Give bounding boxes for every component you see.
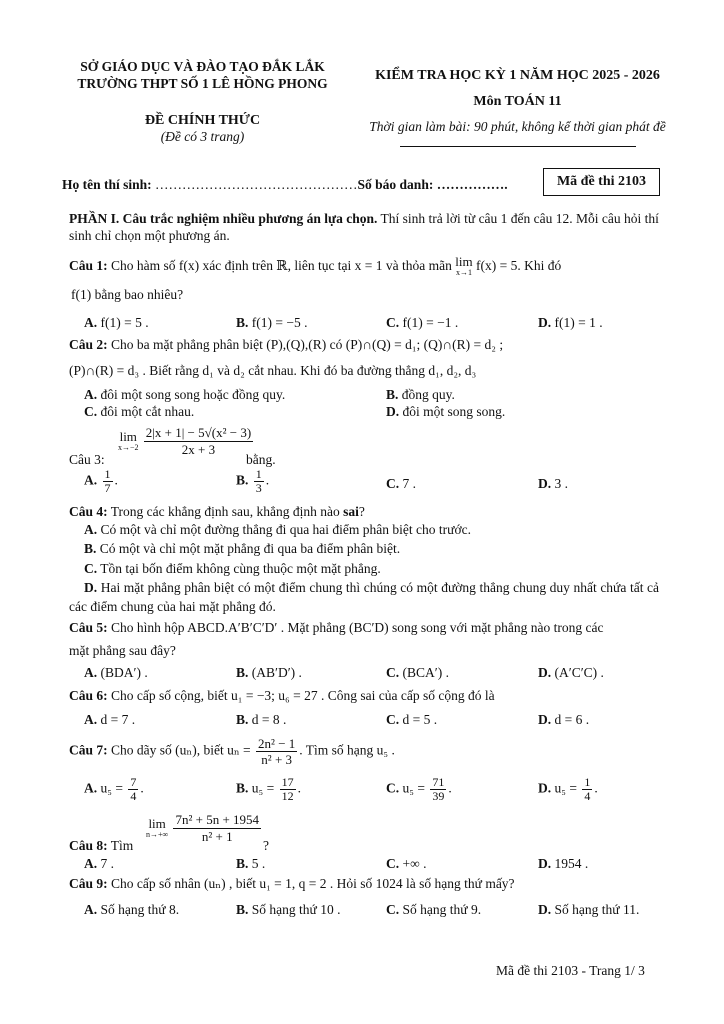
q9-stem: Câu 9: Cho cấp số nhân (uₙ) , biết u₁ = 1, q = 2 . Hỏi số 1024 là số hạng thứ mấy? bbox=[69, 876, 515, 891]
part1-title: PHẦN I. Câu trắc nghiệm nhiều phương án lựa chọn. bbox=[69, 211, 378, 226]
q9-option-c[interactable]: C. Số hạng thứ 9. bbox=[386, 902, 482, 917]
q3-option-a[interactable]: A. $\frac{1}{7}$ . bbox=[84, 467, 118, 495]
q3-tail: bằng. bbox=[246, 452, 276, 467]
q3-option-c[interactable]: C. 7 . bbox=[386, 476, 416, 491]
q6-option-d[interactable]: D. d = 6 . bbox=[538, 712, 590, 727]
q8-option-d[interactable]: D. 1954 . bbox=[538, 856, 589, 871]
q8-expression: lim n→+∞ $\frac{\text{7n² + 5n + 1954}}{\text{n² + 1}}$ bbox=[146, 812, 260, 844]
q7-stem: Câu 7: Cho dãy số (uₙ), biết uₙ = $\frac{\text{2n² − 1}}{\text{n² + 3}}$ . Tìm số hạng u₅ . bbox=[69, 736, 395, 767]
candidate-line bbox=[62, 177, 508, 193]
q9-option-a[interactable]: A. Số hạng thứ 8. bbox=[84, 902, 180, 917]
sbd-blank[interactable]: ……………. bbox=[436, 177, 508, 192]
q3-label: Câu 3: bbox=[69, 452, 105, 467]
q1-stem bbox=[69, 256, 561, 278]
q2-stem: Câu 2: Cho ba mặt phẳng phân biệt (P),(Q),(R) có (P)∩(Q) = d₁; (Q)∩(R) = d₂ ; bbox=[69, 337, 504, 352]
q2-option-a[interactable]: A. đôi một song song hoặc đồng quy. bbox=[84, 387, 286, 402]
q5-option-b[interactable]: B. (AB′D′) . bbox=[236, 665, 302, 680]
q4-option-a[interactable]: A. Có một và chỉ một đường thẳng đi qua hai điểm phân biệt cho trước. bbox=[84, 522, 471, 537]
q9-option-b[interactable]: B. Số hạng thứ 10 . bbox=[236, 902, 341, 917]
q4-option-b[interactable]: B. Có một và chỉ một mặt phẳng đi qua ba điểm phân biệt. bbox=[84, 541, 401, 556]
q8-option-c[interactable]: C. +∞ . bbox=[386, 856, 427, 871]
department-name: SỞ GIÁO DỤC VÀ ĐÀO TẠO ĐẮK LẮK bbox=[80, 59, 325, 74]
q1-text-a: Cho hàm số f(x) xác định trên ℝ, liên tục tại x = 1 và thỏa mãn bbox=[107, 258, 456, 274]
q7-option-c[interactable]: C. u₅ = $\frac{71}{39}$ . bbox=[386, 775, 452, 803]
q6-option-c[interactable]: C. d = 5 . bbox=[386, 712, 438, 727]
q7-option-b[interactable]: B. u₅ = $\frac{17}{12}$ . bbox=[236, 775, 301, 803]
q5-stem: Câu 5: Cho hình hộp ABCD.A′B′C′D′ . Mặt phẳng (BC′D) song song với mặt phẳng nào trong các bbox=[69, 620, 604, 635]
school-name: TRƯỜNG THPT SỐ 1 LÊ HỒNG PHONG bbox=[77, 76, 328, 91]
q2-stem-2: (P)∩(R) = d₃ . Biết rằng d₁ và d₂ cắt nhau. Khi đó ba đường thẳng d₁, d₂, d₃ bbox=[69, 363, 477, 378]
q6-stem: Câu 6: Cho cấp số cộng, biết u₁ = −3; u₆ = 27 . Công sai của cấp số cộng đó là bbox=[69, 688, 495, 703]
q2-option-d[interactable]: D. đôi một song song. bbox=[386, 404, 506, 419]
q3-expression: lim x→−2 $\frac{\text{2|x + 1| − 5√(x² − 3)}}{2x + 3}$ bbox=[118, 425, 252, 457]
part1-instructions: Thí sinh trả lời từ câu 1 đến câu 12. Mỗi câu hỏi thí sinh chỉ chọn một phương án. bbox=[69, 211, 659, 243]
exam-title: KIỂM TRA HỌC KỲ 1 NĂM HỌC 2025 - 2026 bbox=[375, 68, 660, 83]
q7-option-d[interactable]: D. u₅ = $\frac{1}{4}$ . bbox=[538, 775, 598, 803]
q1-limit: lim x→1 bbox=[455, 254, 473, 277]
q1-option-c[interactable]: C. f(1) = −1 . bbox=[386, 315, 459, 330]
q4-sai: sai bbox=[343, 504, 359, 519]
page-count: (Đề có 3 trang) bbox=[160, 129, 245, 144]
q6-option-a[interactable]: A. d = 7 . bbox=[84, 712, 136, 727]
header-divider bbox=[400, 146, 636, 147]
name-blank[interactable]: ……………………………………… bbox=[155, 177, 358, 192]
q5-option-d[interactable]: D. (A′C′C) . bbox=[538, 665, 604, 680]
q5-option-c[interactable]: C. (BCA′) . bbox=[386, 665, 449, 680]
q9-option-d[interactable]: D. Số hạng thứ 11. bbox=[538, 902, 640, 917]
q1-option-b[interactable]: B. f(1) = −5 . bbox=[236, 315, 308, 330]
q5-stem-2: mặt phẳng sau đây? bbox=[69, 643, 176, 658]
q3-option-b[interactable]: B. $\frac{1}{3}$ . bbox=[236, 467, 270, 495]
q8-tail: ? bbox=[263, 838, 269, 853]
q3-numerator: 2|x + 1| − 5√(x² − 3) bbox=[145, 425, 252, 440]
q2-option-b[interactable]: B. đồng quy. bbox=[386, 387, 455, 402]
q1-option-a[interactable]: A. f(1) = 5 . bbox=[84, 315, 149, 330]
q8-stem: Câu 8: Tìm bbox=[69, 838, 134, 853]
q3-option-d[interactable]: D. 3 . bbox=[538, 476, 568, 491]
q2-option-c[interactable]: C. đôi một cắt nhau. bbox=[84, 404, 195, 419]
q4-stem: Câu 4: Trong các khẳng định sau, khẳng định nào sai? bbox=[69, 504, 365, 519]
q1-label: Câu 1: bbox=[69, 258, 108, 274]
q8-option-a[interactable]: A. 7 . bbox=[84, 856, 114, 871]
part1-heading bbox=[69, 210, 659, 244]
q5-option-a[interactable]: A. (BDA′) . bbox=[84, 665, 148, 680]
official-label: ĐỀ CHÍNH THỨC bbox=[144, 113, 261, 128]
time-limit: Thời gian làm bài: 90 phút, không kể thời gian phát đề bbox=[369, 119, 666, 134]
exam-code-box: Mã đề thi 2103 bbox=[543, 168, 660, 196]
q3-denominator: 2x + 3 bbox=[181, 442, 216, 457]
name-label: Họ tên thí sinh: bbox=[62, 177, 152, 192]
q1-text-b: f(x) = 5. Khi đó bbox=[472, 258, 562, 274]
q1-stem-2: f(1) bằng bao nhiêu? bbox=[71, 287, 184, 302]
q8-option-b[interactable]: B. 5 . bbox=[236, 856, 266, 871]
q6-option-b[interactable]: B. d = 8 . bbox=[236, 712, 287, 727]
subject-title: Môn TOÁN 11 bbox=[473, 94, 562, 109]
page-footer: Mã đề thi 2103 - Trang 1/ 3 bbox=[496, 963, 645, 978]
q7-option-a[interactable]: A. u₅ = $\frac{7}{4}$ . bbox=[84, 775, 144, 803]
sbd-label: Số báo danh: bbox=[357, 177, 434, 192]
q4-option-c[interactable]: C. Tồn tại bốn điểm không cùng thuộc một mặt phẳng. bbox=[84, 561, 381, 576]
q1-option-d[interactable]: D. f(1) = 1 . bbox=[538, 315, 603, 330]
q4-option-d[interactable]: D. Hai mặt phẳng phân biệt có một điểm chung thì chúng có một đường thẳng chung duy nhất chứa tất cả các điểm chung của hai mặt phẳng đó. bbox=[69, 580, 660, 614]
